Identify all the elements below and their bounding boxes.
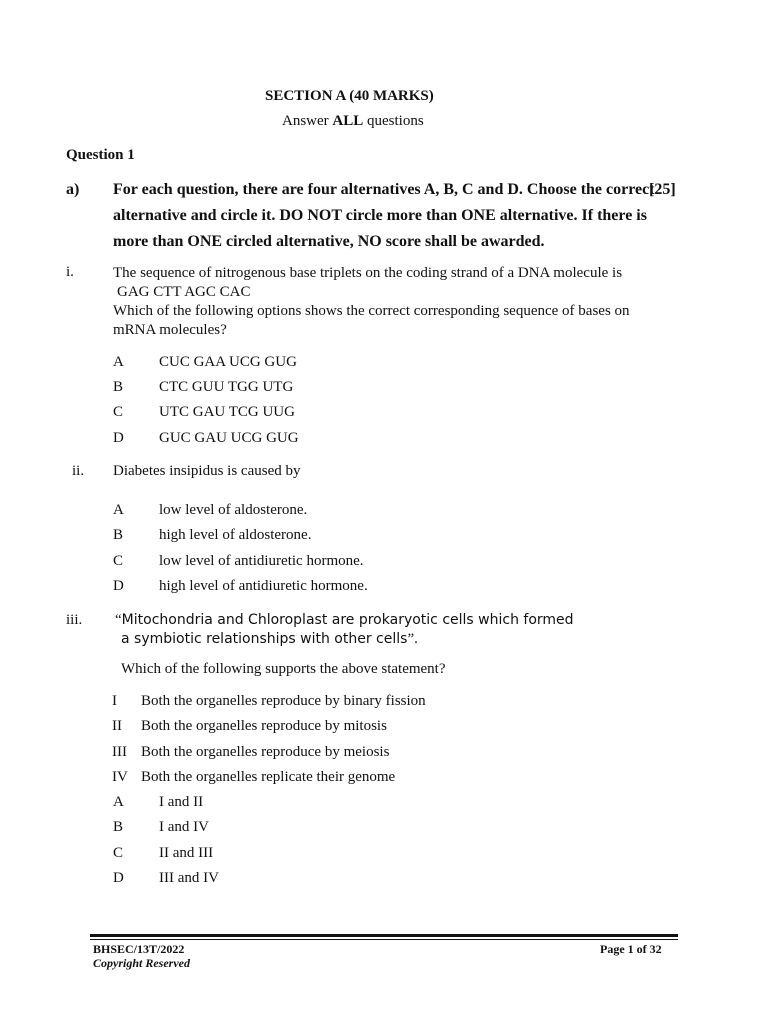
statement-numeral: III: [112, 744, 127, 760]
quote-line-2: a symbiotic relationships with other cells: [121, 631, 408, 647]
option-letter: D: [113, 870, 124, 886]
instruction-prefix: Answer: [282, 113, 329, 129]
instruction-line: alternative and circle it. DO NOT circle more than ONE alternative. If there is: [113, 207, 647, 224]
option-letter: B: [113, 819, 124, 835]
instruction-line: more than ONE circled alternative, NO score shall be awarded.: [113, 233, 545, 250]
option-letter: A: [113, 502, 124, 518]
option-text: low level of aldosterone.: [159, 502, 308, 518]
part-a-instruction: [113, 177, 675, 255]
stem-line: The sequence of nitrogenous base triplets on the coding strand of a DNA molecule is: [113, 265, 623, 281]
item-stem: [113, 264, 675, 340]
item-stem: Diabetes insipidus is caused by: [113, 463, 301, 479]
option-letter: D: [113, 578, 124, 594]
question-heading: Question 1: [66, 147, 135, 163]
item-question: Which of the following supports the above statement?: [121, 661, 446, 677]
statement-numeral: II: [112, 718, 122, 734]
option-text: GUC GAU UCG GUG: [159, 430, 299, 446]
quoted-statement: [115, 611, 574, 629]
statement-numeral: IV: [112, 769, 128, 785]
option-letter: C: [113, 553, 124, 569]
option-text: low level of antidiuretic hormone.: [159, 553, 364, 569]
item-number: i.: [66, 264, 74, 280]
stem-line: GAG CTT AGC CAC: [117, 284, 251, 300]
option-text: UTC GAU TCG UUG: [159, 404, 295, 420]
option-letter: A: [113, 354, 124, 370]
option-text: I and IV: [159, 819, 209, 835]
copyright-notice: Copyright Reserved: [93, 956, 190, 970]
statement-numeral: I: [112, 693, 117, 709]
option-letter: C: [113, 404, 124, 420]
option-text: CUC GAA UCG GUG: [159, 354, 297, 370]
section-title: SECTION A (40 MARKS): [265, 88, 434, 104]
marks-badge: [25]: [649, 181, 676, 198]
stem-line: mRNA molecules?: [113, 322, 227, 338]
footer-rule-thin: [90, 939, 678, 940]
quote-line-1: Mitochondria and Chloroplast are prokaryotic cells which formed: [121, 612, 574, 628]
quote-open: “: [115, 612, 122, 628]
option-letter: A: [113, 794, 124, 810]
option-letter: B: [113, 527, 124, 543]
part-label: a): [66, 181, 80, 198]
statement-text: Both the organelles reproduce by binary fission: [141, 693, 426, 709]
statement-text: Both the organelles replicate their genome: [141, 769, 396, 785]
quote-close: ”.: [407, 631, 418, 647]
instruction-suffix: questions: [367, 113, 424, 129]
option-text: CTC GUU TGG UTG: [159, 379, 294, 395]
option-text: II and III: [159, 845, 214, 861]
option-letter: B: [113, 379, 124, 395]
page-number: Page 1 of 32: [600, 942, 662, 956]
option-text: I and II: [159, 794, 204, 810]
option-text: high level of antidiuretic hormone.: [159, 578, 368, 594]
item-number: ii.: [72, 463, 85, 479]
footer-rule-thick: [90, 934, 678, 937]
option-text: III and IV: [159, 870, 219, 886]
quoted-statement-cont: [121, 630, 418, 648]
option-letter: C: [113, 845, 124, 861]
option-letter: D: [113, 430, 124, 446]
answer-instruction: [282, 113, 424, 130]
stem-line: Which of the following options shows the correct corresponding sequence of bases on: [113, 303, 630, 319]
option-text: high level of aldosterone.: [159, 527, 312, 543]
exam-code: BHSEC/13T/2022: [93, 942, 185, 956]
instruction-line: For each question, there are four alternatives A, B, C and D. Choose the correct: [113, 181, 655, 198]
statement-text: Both the organelles reproduce by meiosis: [141, 744, 390, 760]
instruction-emphasis: ALL: [332, 113, 364, 129]
statement-text: Both the organelles reproduce by mitosis: [141, 718, 387, 734]
item-number: iii.: [66, 612, 83, 628]
